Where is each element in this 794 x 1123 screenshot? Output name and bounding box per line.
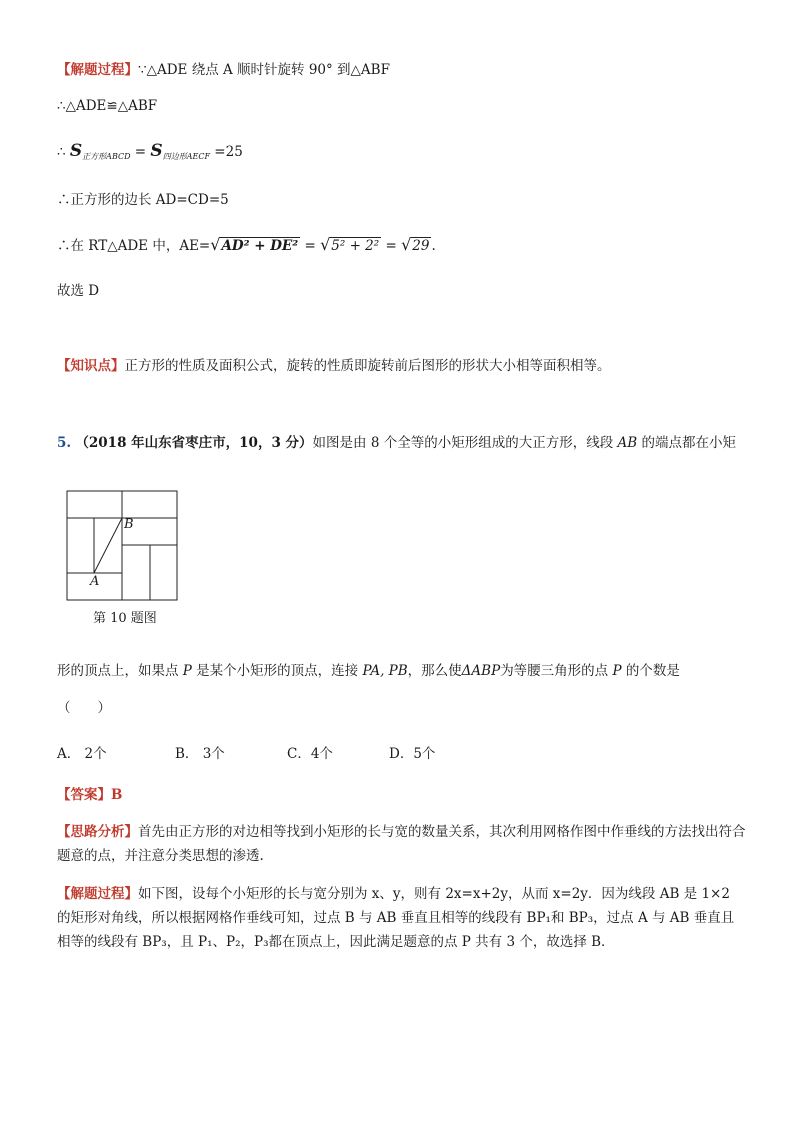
solution1-line6: 故选 D xyxy=(57,283,100,299)
analysis-paragraph: 【思路分析】首先由正方形的对边相等找到小矩形的长与宽的数量关系，其次利用网格作图中作垂线的方法找出符合题意的点，并注意分类思想的渗透. xyxy=(57,824,746,864)
solution1-line4: ∴正方形的边长 AD=CD=5 xyxy=(57,192,229,208)
option-d: D．5个 xyxy=(389,746,436,762)
sqrt-expression-1: √AD² + DE² xyxy=(210,235,299,254)
solution1-line3: ∴ $S_{正方形ABCD} = S_{四边形AECF} =25$ xyxy=(57,141,243,161)
option-b: B． 3个 xyxy=(175,746,225,762)
sqrt-expression-3: √29 xyxy=(401,235,430,254)
solution1-line1: 【解题过程】∵△ADE 绕点 A 顺时针旋转 90° 到△ABF xyxy=(57,62,390,78)
option-a: A． 2个 xyxy=(57,746,107,762)
solution2-line1: 【解题过程】如下图，设每个小矩形的长与宽分别为 x、y，则有 2x=x+2y，从而 x=2y．因为线段 AB 是 1×2 xyxy=(57,886,730,902)
solution2-line2: 的矩形对角线，所以根据网格作垂线可知，过点 B 与 AB 垂直且相等的线段有 BP₁和 BP₃，过点 A 与 AB 垂直且 xyxy=(57,910,735,926)
knowledge-line: 【知识点】正方形的性质及面积公式，旋转的性质即旋转前后图形的形状大小相等面积相等。 xyxy=(57,358,611,374)
figure-label-B: B xyxy=(124,517,134,532)
figure-caption: 第 10 题图 xyxy=(93,611,157,626)
options-row xyxy=(57,744,435,764)
question5-line1: 5. （2018 年山东省枣庄市，10，3 分）如图是由 8 个全等的小矩形组成的大正方形，线段 AB 的端点都在小矩 xyxy=(57,435,736,451)
solution1-tag: 【解题过程】 xyxy=(57,62,138,78)
segment-AB xyxy=(94,518,122,573)
solution2-line3: 相等的线段有 BP₃，且 P₁、P₂，P₃都在顶点上，因此满足题意的点 P 共有 3 个，故选择 B． xyxy=(57,934,615,950)
answer-line xyxy=(57,785,122,805)
question5-blank: （ ） xyxy=(57,700,111,716)
answer-tag: 【答案】 xyxy=(57,787,111,803)
solution1-line5: ∴在 RT△ADE 中，AE=√AD² + DE² = √5² + 2² = √29 . xyxy=(57,235,436,254)
option-c: C．4个 xyxy=(287,746,333,762)
solution1-line2: ∴△ADE≌△ABF xyxy=(57,98,158,114)
knowledge-tag: 【知识点】 xyxy=(57,358,125,374)
sqrt-expression-2: √5² + 2² xyxy=(320,235,380,254)
question-figure xyxy=(66,490,180,602)
question5-line2: 形的顶点上，如果点 P 是某个小矩形的顶点，连接 PA, PB，那么使ΔABP为等腰三角形的点 P 的个数是 xyxy=(57,663,680,679)
answer-value: B xyxy=(111,787,123,803)
analysis-tag: 【思路分析】 xyxy=(57,824,138,840)
solution2-tag: 【解题过程】 xyxy=(57,886,138,902)
figure-label-A: A xyxy=(90,574,100,589)
